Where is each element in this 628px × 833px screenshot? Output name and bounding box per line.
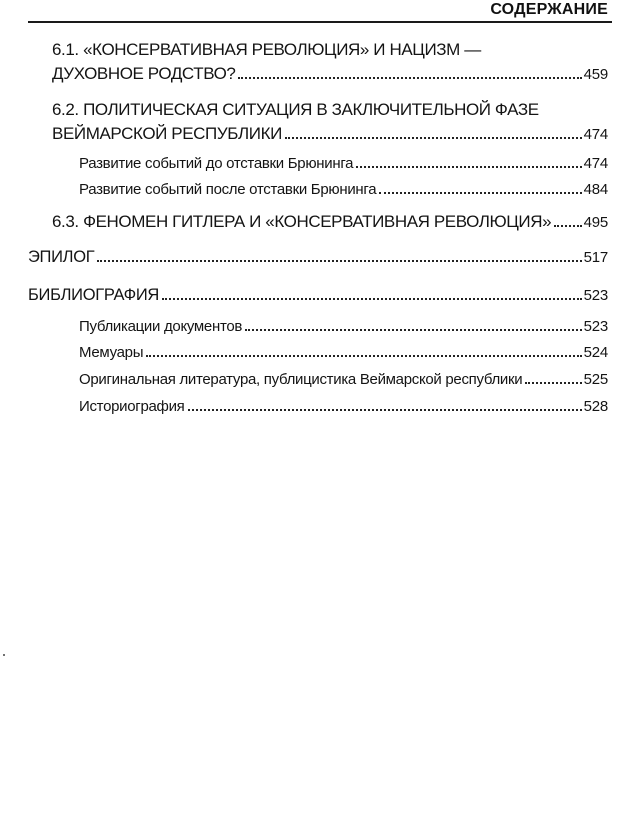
header-rule [28,21,612,23]
dot-leader [554,225,581,227]
toc-entry-title: Оригинальная литература, публицистика Веймарской республики [79,371,523,388]
toc-entry-6-1-line1: 6.1. «КОНСЕРВАТИВНАЯ РЕВОЛЮЦИЯ» И НАЦИЗМ — [52,40,481,59]
dot-leader [97,260,581,262]
toc-entry-memoirs [79,344,608,361]
toc-entry-6-1-line2 [52,64,608,84]
dot-leader [356,166,581,168]
toc-entry-before-bruning [79,155,608,172]
toc-entry-title: Развитие событий до отставки Брюнинга [79,155,354,172]
toc-page-number: 517 [583,249,608,266]
toc-entry-title: Историография [79,398,185,415]
toc-page-number: 528 [583,398,608,415]
dot-leader [146,355,581,357]
toc-page-number: 484 [583,181,608,198]
toc-entry-title: ЭПИЛОГ [28,248,95,266]
dot-leader [525,382,581,384]
scan-speck [3,654,5,656]
toc-page-number: 523 [583,318,608,335]
toc-entry-title: 6.3. ФЕНОМЕН ГИТЛЕРА И «КОНСЕРВАТИВНАЯ РЕВОЛЮЦИЯ» [52,212,552,231]
toc-entry-title: ВЕЙМАРСКОЙ РЕСПУБЛИКИ [52,124,282,143]
toc-page-number: 459 [583,66,608,83]
toc-entry-title: БИБЛИОГРАФИЯ [28,286,160,304]
toc-entry-title: Мемуары [79,344,144,361]
toc-page-number: 474 [583,126,608,143]
toc-entry-title: Развитие событий после отставки Брюнинга [79,181,377,198]
toc-entry-6-2-line1: 6.2. ПОЛИТИЧЕСКАЯ СИТУАЦИЯ В ЗАКЛЮЧИТЕЛЬНОЙ ФАЗЕ [52,100,539,119]
toc-entry-epilogue [28,248,608,267]
toc-entry-after-bruning [79,181,608,198]
dot-leader [238,77,581,79]
toc-entry-historiography [79,398,608,415]
toc-entry-original-literature [79,371,608,388]
running-head: СОДЕРЖАНИЕ [490,1,608,18]
toc-entry-documents [79,318,608,335]
dot-leader [162,298,582,300]
dot-leader [188,409,582,411]
toc-entry-6-3 [52,212,608,232]
dot-leader [245,329,582,331]
toc-page-number: 474 [583,155,608,172]
dot-leader [379,192,581,194]
dot-leader [285,137,582,139]
toc-entry-title: Публикации документов [79,318,243,335]
toc-page-number: 523 [583,287,608,304]
toc-page-number: 495 [583,214,608,231]
toc-page-number: 524 [583,344,608,361]
toc-page-number: 525 [583,371,608,388]
toc-entry-title: ДУХОВНОЕ РОДСТВО? [52,64,236,83]
toc-entry-bibliography [28,286,608,305]
toc-entry-6-2-line2 [52,124,608,144]
